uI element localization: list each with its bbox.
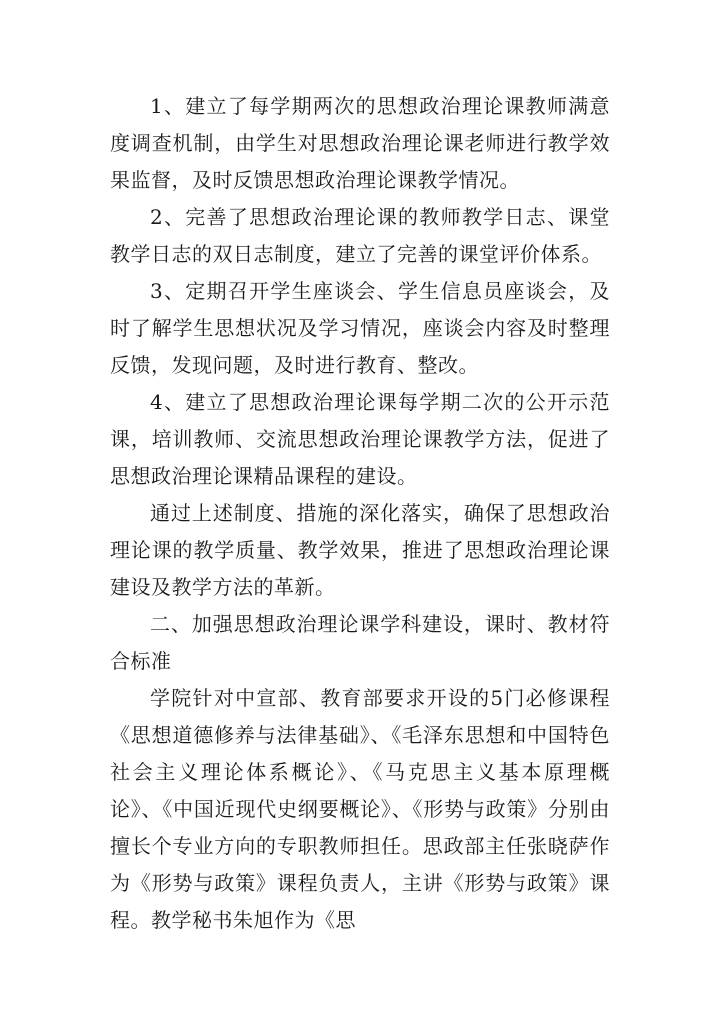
paragraph-item-3: 3、定期召开学生座谈会、学生信息员座谈会，及时了解学生思想状况及学习情况，座谈会内容及时整理反馈，发现问题，及时进行教育、整改。 xyxy=(110,279,610,377)
paragraph-item-2: 2、完善了思想政治理论课的教师教学日志、课堂教学日志的双日志制度，建立了完善的课堂评价体系。 xyxy=(110,205,610,266)
paragraph-item-1: 1、建立了每学期两次的思想政治理论课教师满意度调查机制，由学生对思想政治理论课老师进行教学效果监督，及时反馈思想政治理论课教学情况。 xyxy=(110,94,610,192)
paragraph-summary: 通过上述制度、措施的深化落实，确保了思想政治理论课的教学质量、教学效果，推进了思想政治理论课建设及教学方法的革新。 xyxy=(110,501,610,599)
paragraph-courses: 学院针对中宣部、教育部要求开设的5门必修课程《思想道德修养与法律基础》、《毛泽东思想和中国特色社会主义理论体系概论》、《马克思主义基本原理概论》、《中国近现代史纲要概论》、《形势与政策》分别由擅长个专业方向的专职教师担任。思政部主任张晓萨作为《形势与政策》课程负责人，主讲《形势与政策》课程。教学秘书朱旭作为《思 xyxy=(110,686,610,932)
paragraph-item-4: 4、建立了思想政治理论课每学期二次的公开示范课，培训教师、交流思想政治理论课教学方法，促进了思想政治理论课精品课程的建设。 xyxy=(110,390,610,488)
section-heading: 二、加强思想政治理论课学科建设，课时、教材符合标准 xyxy=(110,612,610,673)
document-body xyxy=(110,88,610,939)
